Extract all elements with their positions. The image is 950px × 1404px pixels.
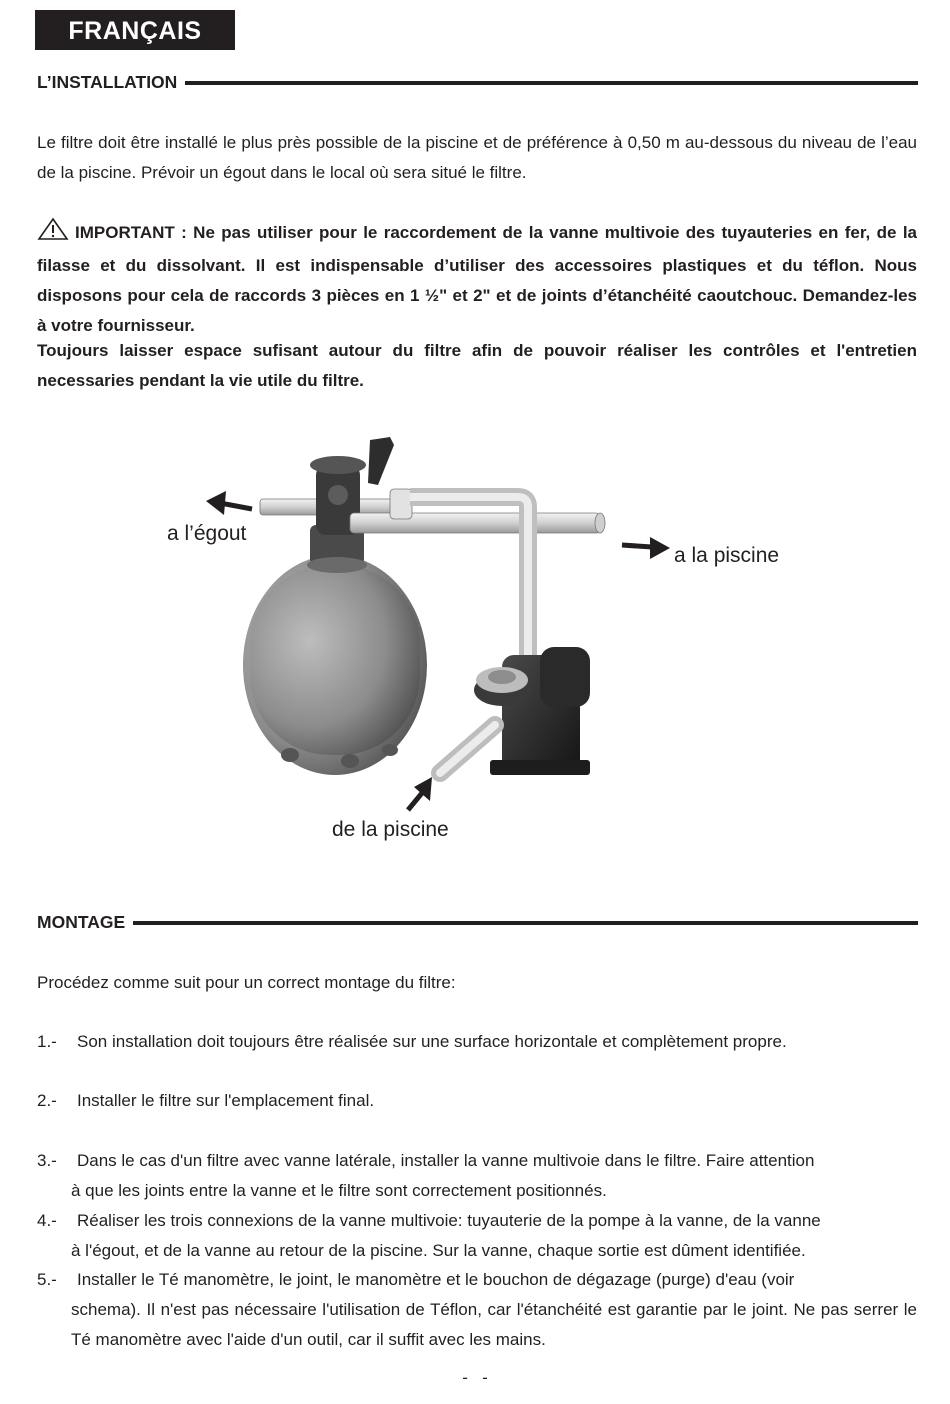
step-text-continued: à l'égout, et de la vanne au retour de la piscine. Sur la vanne, chaque sortie est dûment identifiée.: [71, 1241, 806, 1260]
step-text: Réaliser les trois connexions de la vanne multivoie: tuyauterie de la pompe à la vanne, de la vanne: [77, 1211, 821, 1230]
label-to-pool: a la piscine: [674, 544, 780, 567]
montage-intro: Procédez comme suit pour un correct montage du filtre:: [37, 973, 456, 992]
heading-rule: [133, 921, 918, 925]
montage-section-header: [37, 912, 918, 933]
important-text: IMPORTANT : Ne pas utiliser pour le raccordement de la vanne multivoie des tuyauteries en fer, de la filasse et du dissolvant. Il est indispensable d’utiliser des accessoires plastiques et du téflon. Nous disposons pour cela de raccords 3 pièces en 1 ½" et 2" et de joints d’étanchéité caoutchouc. Demandez-les à votre fournisseur.: [37, 223, 917, 335]
pump: [474, 647, 590, 775]
step-text-continued: schema). Il n'est pas nécessaire l'utilisation de Téflon, car l'étanchéité est garantie par le joint. Ne pas serrer le Té manomètre avec l'aide d'un outil, car il suffit avec les mains.: [71, 1300, 917, 1349]
step-number: 5.-: [37, 1270, 57, 1289]
list-item: [37, 1086, 917, 1116]
step-number: 3.-: [37, 1151, 57, 1170]
list-item: [37, 1265, 917, 1355]
drain-arrow: [206, 491, 252, 515]
step-number: 4.-: [37, 1211, 57, 1230]
step-text: Installer le filtre sur l'emplacement final.: [77, 1091, 375, 1110]
list-item: [37, 1146, 917, 1206]
important-notice: [37, 217, 917, 341]
step-number: 2.-: [37, 1091, 57, 1110]
montage-heading: MONTAGE: [37, 912, 126, 932]
language-tab: FRANÇAIS: [35, 10, 235, 50]
page-number-footer: - -: [462, 1368, 488, 1387]
label-drain: a l’égout: [167, 522, 247, 545]
filter-tank: [243, 525, 427, 775]
step-number: 1.-: [37, 1032, 57, 1051]
space-note: Toujours laisser espace sufisant autour du filtre afin de pouvoir réaliser les contrôles et l'entretien necessaries pendant la vie utile du filtre.: [37, 341, 917, 390]
list-item: [37, 1206, 917, 1266]
installation-section-header: [37, 72, 918, 93]
list-item: [37, 1027, 917, 1057]
return-pipe: [350, 513, 600, 533]
step-text: Dans le cas d'un filtre avec vanne latérale, installer la vanne multivoie dans le filtre. Faire attention: [77, 1151, 815, 1170]
heading-rule: [185, 81, 918, 85]
to-pool-arrow: [622, 537, 670, 559]
filter-installation-diagram: [150, 425, 810, 855]
step-text-continued: à que les joints entre la vanne et le filtre sont correctement positionnés.: [71, 1181, 607, 1200]
step-text: Son installation doit toujours être réalisée sur une surface horizontale et complètement propre.: [77, 1032, 787, 1051]
installation-paragraph: Le filtre doit être installé le plus près possible de la piscine et de préférence à 0,50 m au-dessous du niveau de l’eau de la piscine. Prévoir un égout dans le local où sera situé le filtre.: [37, 133, 917, 182]
label-from-pool: de la piscine: [332, 818, 449, 841]
warning-triangle-icon: [37, 217, 69, 251]
from-pool-arrow: [408, 777, 432, 810]
installation-heading: L’INSTALLATION: [37, 72, 178, 92]
step-text: Installer le Té manomètre, le joint, le manomètre et le bouchon de dégazage (purge) d'eau (voir: [77, 1270, 795, 1289]
